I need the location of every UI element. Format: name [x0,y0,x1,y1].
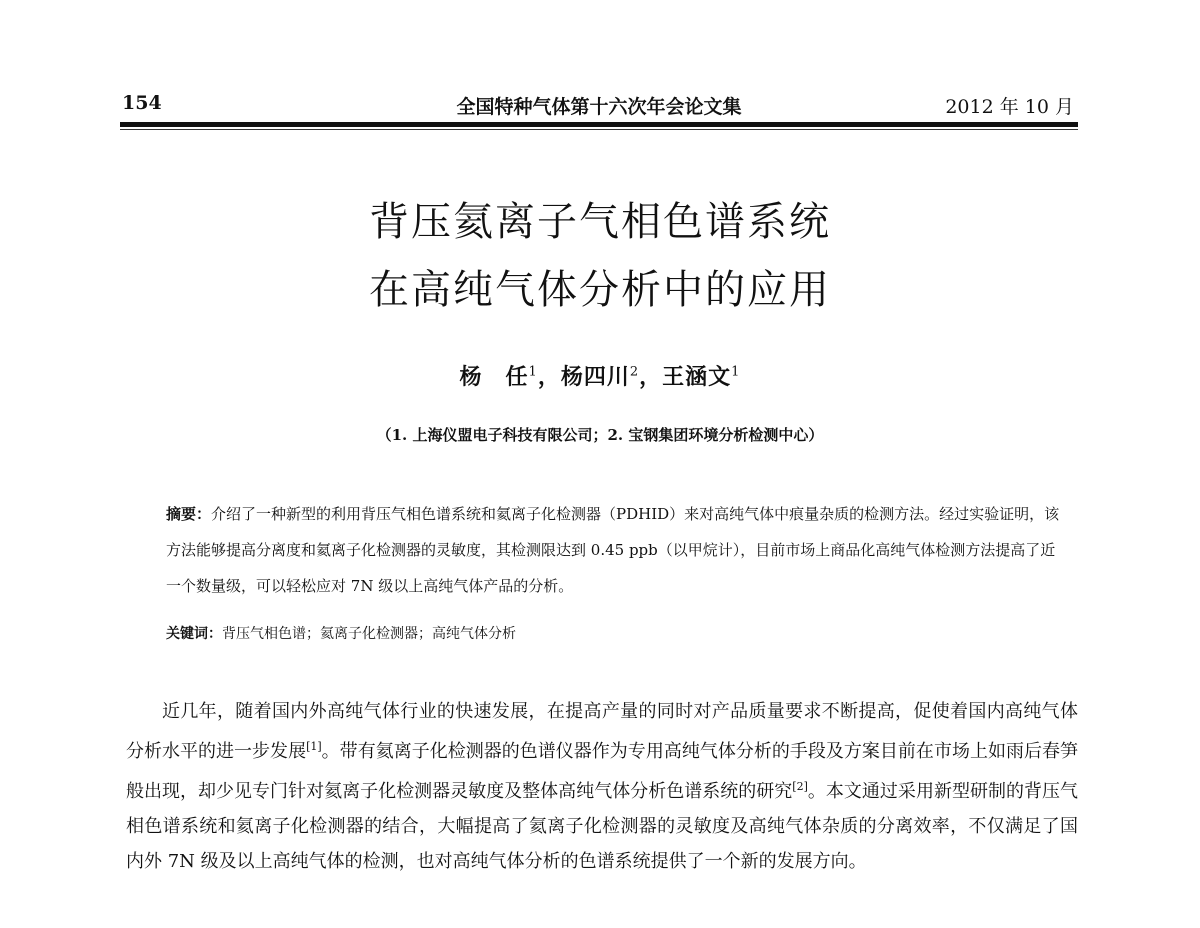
journal-title: 全国特种气体第十六次年会论文集 [456,96,742,118]
keywords [166,616,1066,652]
author-affil-mark: 1 [731,364,741,380]
author-affil-mark: 2 [629,364,640,380]
author-list [0,360,1200,391]
header-rule-thin [120,129,1078,130]
body-text: 近几年，随着国内外高纯气体行业的快速发展，在提高产量的同时对产品质量要求不断提高，促使着国内高纯气体分析水平的进一步发展 [126,701,1078,762]
paper-title-line2: 在高纯气体分析中的应用 [369,267,831,313]
body-paragraph [126,694,1078,879]
header-rule-thick [120,122,1078,127]
body-text: 。本文通过采用新型研制的背压气相色谱系统和氦离子化检测器的结合，大幅提高了氦离子化检测器的灵敏度及高纯气体杂质的分离效率，不仅满足了国内外 7N 级及以上高纯气体的检测，也对高纯气体分析的色谱系统提供了一个新的发展方向。 [126,781,1079,872]
body-text: 。带有氦离子化检测器的色谱仪器作为专用高纯气体分析的手段及方案目前在市场上如雨后春笋般出现，却少见专门针对氦离子化检测器灵敏度及整体高纯气体分析色谱系统的研究 [126,741,1078,802]
keywords-text: 背压气相色谱；氦离子化检测器；高纯气体分析 [222,626,516,642]
author-name: 杨 任 [459,364,529,390]
author-separator: ， [639,364,663,390]
running-header [120,88,1078,122]
author-affil-mark: 1 [528,364,538,380]
affiliations: （1. 上海仪盟电子科技有限公司；2. 宝钢集团环境分析检测中心） [376,426,824,444]
citation: [2] [792,780,808,793]
page-number: 154 [122,92,162,114]
abstract [166,496,1066,604]
author-name: 杨四川 [560,364,630,390]
author-name: 王涵文 [662,364,732,390]
publication-date: 2012 年 10 月 [945,96,1074,118]
author-separator: ， [537,364,561,390]
keywords-label: 关键词： [166,626,222,642]
citation: [1] [306,740,322,753]
abstract-text: 介绍了一种新型的利用背压气相色谱系统和氦离子化检测器（PDHID）来对高纯气体中痕量杂质的检测方法。经过实验证明，该方法能够提高分离度和氦离子化检测器的灵敏度，其检测限达到 0.45 ppb（以甲烷计），目前市场上商品化高纯气体检测方法提高了近一个数量级，可以轻松应对 7N 级以上高纯气体产品的分析。 [166,505,1060,595]
paper-title-line1: 背压氦离子气相色谱系统 [369,199,831,245]
abstract-label: 摘要： [166,505,212,523]
